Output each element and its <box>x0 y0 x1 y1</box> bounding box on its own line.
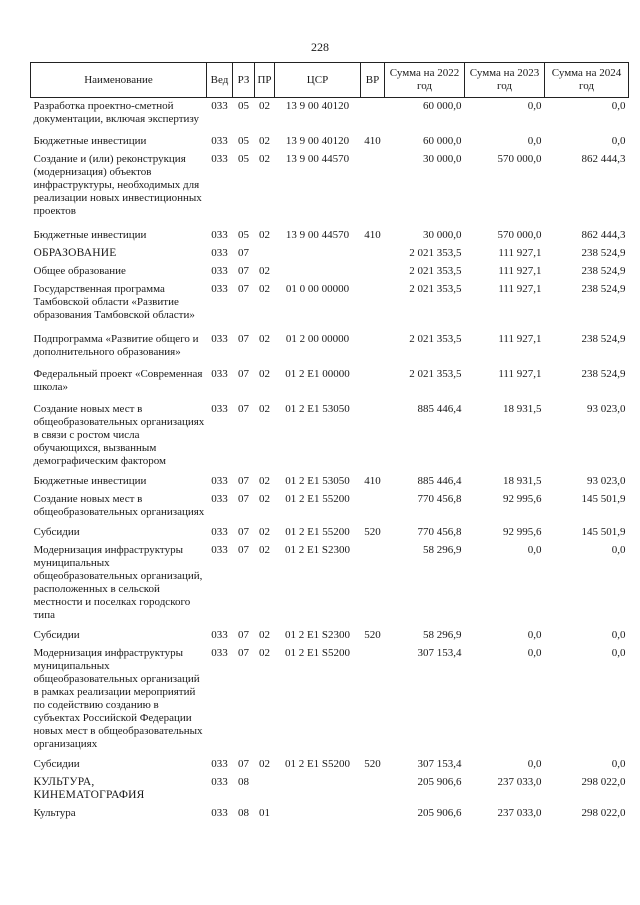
row-sum-2023: 18 931,5 <box>503 403 542 415</box>
row-name: Федеральный проект «Современная школа» <box>33 368 203 393</box>
row-sum-2024: 0,0 <box>611 544 626 556</box>
row-rz: 07 <box>238 493 249 505</box>
row-sum-2022: 770 456,8 <box>417 493 462 505</box>
row-sum-2023: 237 033,0 <box>497 776 542 788</box>
row-sum-2024: 238 524,9 <box>581 283 626 295</box>
table-row <box>31 645 629 756</box>
row-name: Бюджетные инвестиции <box>33 229 147 241</box>
row-sum-2022: 60 000,0 <box>423 135 462 147</box>
row-pr: 02 <box>259 544 270 556</box>
row-pr: 02 <box>259 403 270 415</box>
row-sum-2024: 238 524,9 <box>581 247 626 259</box>
table-row <box>31 491 629 524</box>
table-row <box>31 227 629 245</box>
row-sum-2022: 307 153,4 <box>417 647 462 659</box>
row-csr: 01 2 E1 S2300 <box>284 629 351 641</box>
row-ved: 033 <box>211 247 228 259</box>
row-rz: 07 <box>238 629 249 641</box>
row-sum-2022: 30 000,0 <box>423 229 462 241</box>
row-vr <box>361 491 385 524</box>
row-sum-2024: 93 023,0 <box>587 403 626 415</box>
row-vr <box>361 774 385 805</box>
row-sum-2022: 60 000,0 <box>423 100 462 112</box>
row-pr <box>255 245 275 263</box>
row-csr: 13 9 00 40120 <box>285 135 350 147</box>
row-csr: 01 2 E1 S5200 <box>284 758 351 770</box>
row-sum-2022: 58 296,9 <box>423 629 462 641</box>
column-header-csr: ЦСР <box>275 63 361 98</box>
row-ved: 033 <box>211 153 228 165</box>
row-ved: 033 <box>211 758 228 770</box>
row-vr <box>361 151 385 227</box>
row-csr <box>275 245 361 263</box>
row-csr: 13 9 00 44570 <box>285 229 350 241</box>
row-name: КУЛЬТУРА, КИНЕМАТОГРАФИЯ <box>33 776 145 801</box>
row-rz: 07 <box>238 647 249 659</box>
row-rz: 05 <box>238 100 249 112</box>
row-sum-2023: 111 927,1 <box>498 247 542 259</box>
row-vr: 410 <box>364 229 381 241</box>
row-pr: 02 <box>259 265 270 277</box>
table-row <box>31 133 629 151</box>
row-sum-2022: 2 021 353,5 <box>409 368 462 380</box>
row-pr: 02 <box>259 135 270 147</box>
row-ved: 033 <box>211 475 228 487</box>
column-header-vr: ВР <box>361 63 385 98</box>
row-sum-2023: 0,0 <box>527 629 542 641</box>
row-sum-2023: 0,0 <box>527 100 542 112</box>
row-sum-2022: 2 021 353,5 <box>409 247 462 259</box>
table-row <box>31 401 629 473</box>
row-csr: 01 2 E1 S2300 <box>284 544 351 556</box>
row-ved: 033 <box>211 368 228 380</box>
row-sum-2022: 58 296,9 <box>423 544 462 556</box>
row-pr: 02 <box>259 629 270 641</box>
row-sum-2024: 238 524,9 <box>581 333 626 345</box>
row-sum-2022: 2 021 353,5 <box>409 265 462 277</box>
row-sum-2022: 2 021 353,5 <box>409 333 462 345</box>
row-vr <box>361 331 385 366</box>
row-sum-2023: 111 927,1 <box>498 333 542 345</box>
row-csr: 01 2 E1 53050 <box>285 475 350 487</box>
column-header-rz: РЗ <box>233 63 255 98</box>
row-sum-2022: 30 000,0 <box>423 153 462 165</box>
row-sum-2024: 0,0 <box>611 100 626 112</box>
row-sum-2022: 885 446,4 <box>417 475 462 487</box>
row-name: Культура <box>33 807 76 819</box>
row-csr: 01 2 E1 55200 <box>285 493 350 505</box>
row-vr <box>361 98 385 134</box>
column-header-sum-2022: Сумма на 2022 год <box>385 63 465 98</box>
row-rz: 07 <box>238 758 249 770</box>
row-csr: 01 0 00 00000 <box>285 283 350 295</box>
row-vr <box>361 805 385 823</box>
table-row <box>31 245 629 263</box>
table-row <box>31 281 629 331</box>
table-row <box>31 805 629 823</box>
row-sum-2024: 93 023,0 <box>587 475 626 487</box>
row-pr: 02 <box>259 475 270 487</box>
row-sum-2023: 0,0 <box>527 544 542 556</box>
row-sum-2023: 111 927,1 <box>498 265 542 277</box>
table-row <box>31 627 629 645</box>
row-rz: 07 <box>238 475 249 487</box>
row-vr <box>361 366 385 401</box>
row-sum-2024: 298 022,0 <box>581 776 626 788</box>
row-pr: 02 <box>259 758 270 770</box>
row-csr: 01 2 E1 00000 <box>285 368 350 380</box>
row-sum-2024: 298 022,0 <box>581 807 626 819</box>
row-name: Субсидии <box>33 526 80 538</box>
row-sum-2024: 862 444,3 <box>581 229 626 241</box>
row-csr: 01 2 E1 53050 <box>285 403 350 415</box>
row-ved: 033 <box>211 265 228 277</box>
row-csr: 01 2 00 00000 <box>285 333 350 345</box>
table-row <box>31 331 629 366</box>
row-rz: 08 <box>238 776 249 788</box>
row-pr: 02 <box>259 368 270 380</box>
row-csr: 13 9 00 44570 <box>285 153 350 165</box>
row-pr: 02 <box>259 493 270 505</box>
row-ved: 033 <box>211 283 228 295</box>
row-pr: 01 <box>259 807 270 819</box>
row-vr: 520 <box>364 526 381 538</box>
table-row <box>31 366 629 401</box>
row-pr: 02 <box>259 283 270 295</box>
row-ved: 033 <box>211 100 228 112</box>
row-name: ОБРАЗОВАНИЕ <box>33 247 117 259</box>
row-pr: 02 <box>259 333 270 345</box>
row-pr <box>255 774 275 805</box>
row-ved: 033 <box>211 629 228 641</box>
row-vr <box>361 281 385 331</box>
row-name: Разработка проектно-сметной документации, включая экспертизу <box>33 100 200 125</box>
budget-table <box>30 62 629 823</box>
row-name: Подпрограмма «Развитие общего и дополнительного образования» <box>33 333 199 358</box>
row-rz: 07 <box>238 247 249 259</box>
row-ved: 033 <box>211 647 228 659</box>
row-sum-2024: 0,0 <box>611 647 626 659</box>
row-sum-2023: 0,0 <box>527 135 542 147</box>
row-name: Создание и (или) реконструкция (модернизация) объектов инфраструктуры, необходимых для реализации новых инвестиционных проектов <box>33 153 202 217</box>
column-header-name: Наименование <box>31 63 207 98</box>
row-rz: 07 <box>238 333 249 345</box>
column-header-ved: Вед <box>207 63 233 98</box>
row-vr <box>361 645 385 756</box>
row-ved: 033 <box>211 544 228 556</box>
row-sum-2024: 145 501,9 <box>581 493 626 505</box>
row-sum-2024: 238 524,9 <box>581 265 626 277</box>
row-sum-2024: 862 444,3 <box>581 153 626 165</box>
row-rz: 05 <box>238 229 249 241</box>
row-sum-2023: 0,0 <box>527 647 542 659</box>
row-pr: 02 <box>259 647 270 659</box>
row-pr: 02 <box>259 153 270 165</box>
column-header-pr: ПР <box>255 63 275 98</box>
table-header-row <box>31 63 629 98</box>
row-ved: 033 <box>211 493 228 505</box>
row-sum-2022: 2 021 353,5 <box>409 283 462 295</box>
row-rz: 05 <box>238 135 249 147</box>
row-name: Модернизация инфраструктуры муниципальных общеобразовательных организаций, расположенных в сельской местности и поселках городского типа <box>33 544 203 621</box>
row-vr: 520 <box>364 629 381 641</box>
row-vr <box>361 245 385 263</box>
column-header-sum-2023: Сумма на 2023 год <box>465 63 545 98</box>
row-vr <box>361 542 385 627</box>
row-ved: 033 <box>211 776 228 788</box>
table-body <box>31 98 629 824</box>
table-row <box>31 542 629 627</box>
table-row <box>31 756 629 774</box>
row-name: Создание новых мест в общеобразовательных организациях <box>33 493 205 518</box>
row-sum-2023: 111 927,1 <box>498 368 542 380</box>
row-ved: 033 <box>211 526 228 538</box>
row-vr: 520 <box>364 758 381 770</box>
page-number: 228 <box>311 40 329 54</box>
row-name: Субсидии <box>33 629 80 641</box>
row-name: Бюджетные инвестиции <box>33 475 147 487</box>
row-rz: 07 <box>238 544 249 556</box>
table-row <box>31 98 629 134</box>
row-sum-2024: 145 501,9 <box>581 526 626 538</box>
row-sum-2024: 0,0 <box>611 758 626 770</box>
row-name: Бюджетные инвестиции <box>33 135 147 147</box>
row-sum-2023: 111 927,1 <box>498 283 542 295</box>
row-ved: 033 <box>211 403 228 415</box>
table-row <box>31 524 629 542</box>
table-row <box>31 151 629 227</box>
row-sum-2022: 205 906,6 <box>417 776 462 788</box>
row-vr <box>361 263 385 281</box>
row-name: Общее образование <box>33 265 126 277</box>
row-ved: 033 <box>211 229 228 241</box>
row-ved: 033 <box>211 333 228 345</box>
row-ved: 033 <box>211 135 228 147</box>
row-rz: 07 <box>238 283 249 295</box>
row-vr <box>361 401 385 473</box>
row-csr <box>275 263 361 281</box>
row-pr: 02 <box>259 526 270 538</box>
row-rz: 08 <box>238 807 249 819</box>
row-name: Субсидии <box>33 758 80 770</box>
row-pr: 02 <box>259 100 270 112</box>
row-name: Модернизация инфраструктуры муниципальных общеобразовательных организаций в рамках реализации мероприятий по содействию созданию в субъектах Российской Федерации новых мест в общеобразовательных организациях <box>33 647 203 750</box>
row-sum-2023: 570 000,0 <box>497 153 542 165</box>
row-sum-2023: 92 995,6 <box>503 493 542 505</box>
table-row <box>31 473 629 491</box>
row-vr: 410 <box>364 135 381 147</box>
row-sum-2023: 18 931,5 <box>503 475 542 487</box>
row-sum-2022: 885 446,4 <box>417 403 462 415</box>
row-pr: 02 <box>259 229 270 241</box>
row-sum-2023: 92 995,6 <box>503 526 542 538</box>
row-name: Государственная программа Тамбовской области «Развитие образования Тамбовской области» <box>33 283 195 321</box>
row-csr <box>275 805 361 823</box>
row-sum-2023: 0,0 <box>527 758 542 770</box>
row-vr: 410 <box>364 475 381 487</box>
row-rz: 07 <box>238 368 249 380</box>
table-row <box>31 263 629 281</box>
row-sum-2023: 570 000,0 <box>497 229 542 241</box>
row-sum-2022: 205 906,6 <box>417 807 462 819</box>
row-rz: 05 <box>238 153 249 165</box>
column-header-sum-2024: Сумма на 2024 год <box>545 63 629 98</box>
row-csr: 13 9 00 40120 <box>285 100 350 112</box>
row-csr: 01 2 E1 S5200 <box>284 647 351 659</box>
row-sum-2022: 307 153,4 <box>417 758 462 770</box>
row-sum-2024: 0,0 <box>611 629 626 641</box>
row-csr <box>275 774 361 805</box>
row-rz: 07 <box>238 526 249 538</box>
row-rz: 07 <box>238 403 249 415</box>
row-csr: 01 2 E1 55200 <box>285 526 350 538</box>
row-sum-2023: 237 033,0 <box>497 807 542 819</box>
table-row <box>31 774 629 805</box>
row-rz: 07 <box>238 265 249 277</box>
row-sum-2022: 770 456,8 <box>417 526 462 538</box>
row-ved: 033 <box>211 807 228 819</box>
row-sum-2024: 238 524,9 <box>581 368 626 380</box>
row-name: Создание новых мест в общеобразовательных организациях в связи с ростом числа обучающихся, вызванным демографическим фактором <box>33 403 205 467</box>
row-sum-2024: 0,0 <box>611 135 626 147</box>
